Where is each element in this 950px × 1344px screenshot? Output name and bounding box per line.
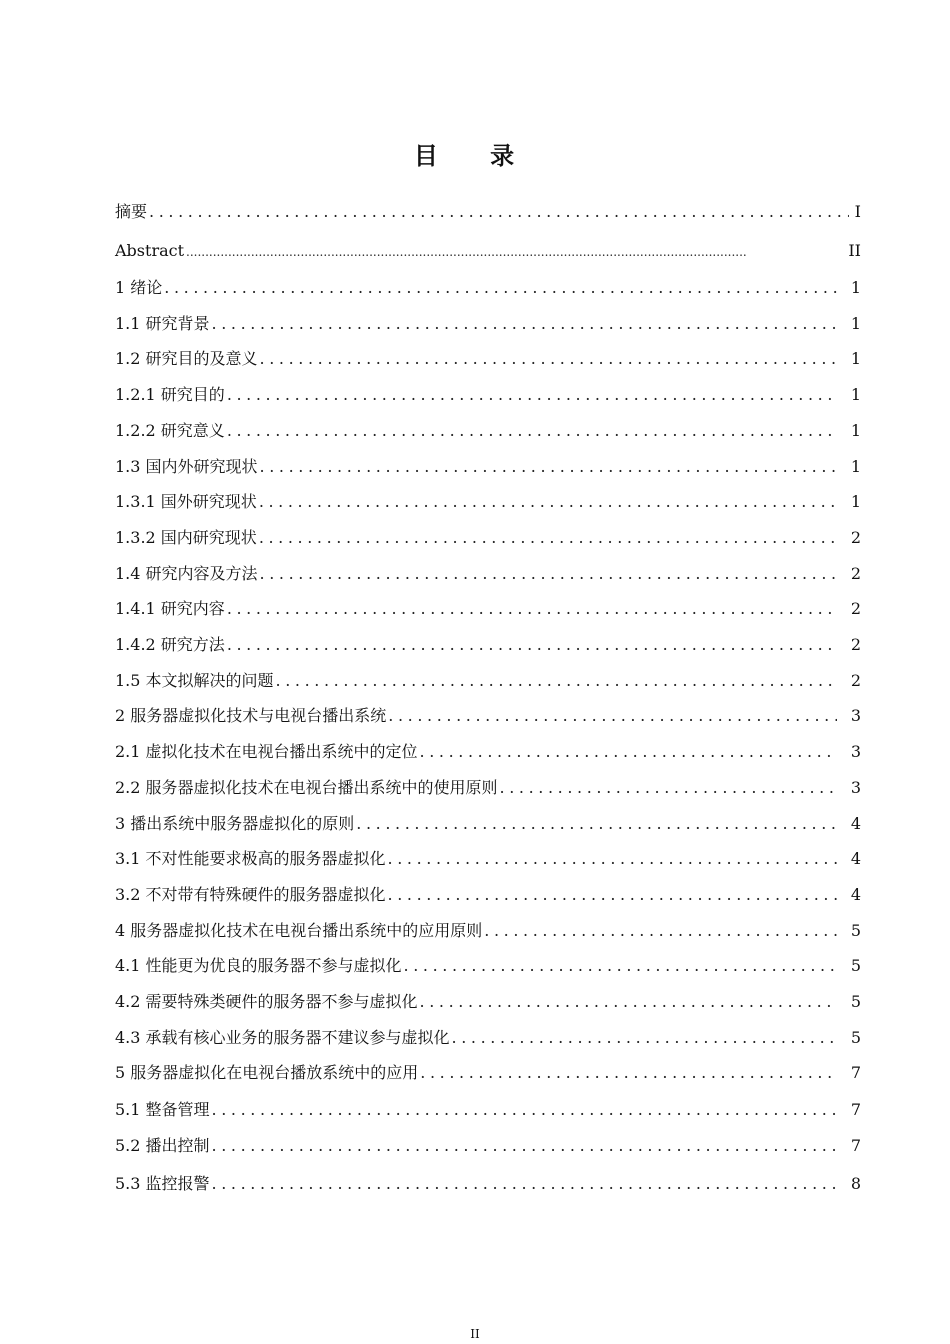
toc-entry-page: 5 bbox=[850, 1028, 861, 1047]
toc-entry[interactable] bbox=[115, 597, 861, 621]
dot-leader bbox=[276, 669, 837, 693]
dot-leader bbox=[212, 1098, 837, 1122]
toc-entry[interactable] bbox=[115, 239, 861, 263]
dot-leader bbox=[388, 883, 837, 907]
toc-entry-title: 4.2 需要特殊类硬件的服务器不参与虚拟化 bbox=[115, 992, 418, 1011]
toc-entry-title: 1.3.2 国内研究现状 bbox=[115, 528, 257, 547]
toc-entry[interactable] bbox=[115, 562, 861, 586]
toc-entry-title: 1.4.1 研究内容 bbox=[115, 599, 225, 618]
dot-leader bbox=[388, 847, 837, 871]
dot-leader bbox=[259, 526, 837, 550]
dot-leader bbox=[186, 240, 846, 264]
dot-leader bbox=[227, 383, 837, 407]
toc-entry-title: 2.1 虚拟化技术在电视台播出系统中的定位 bbox=[115, 742, 418, 761]
toc-entry-title: 5 服务器虚拟化在电视台播放系统中的应用 bbox=[115, 1063, 419, 1082]
page-title: 目 录 bbox=[413, 142, 537, 171]
toc-entry-title: 2.2 服务器虚拟化技术在电视台播出系统中的使用原则 bbox=[115, 778, 498, 797]
toc-entry-title: 3 播出系统中服务器虚拟化的原则 bbox=[115, 814, 355, 833]
dot-leader bbox=[227, 597, 837, 621]
toc-entry-title: 5.1 整备管理 bbox=[115, 1100, 210, 1119]
toc-entry-page: 3 bbox=[850, 706, 861, 725]
toc-entry-title: 摘要 bbox=[115, 202, 148, 221]
dot-leader bbox=[420, 1061, 837, 1085]
toc-entry-title: 1 绪论 bbox=[115, 278, 163, 297]
toc-entry-page: 3 bbox=[850, 742, 861, 761]
toc-entry-page: 1 bbox=[850, 314, 861, 333]
toc-entry-title: 1.3 国内外研究现状 bbox=[115, 457, 258, 476]
dot-leader bbox=[227, 419, 837, 443]
toc-entry[interactable] bbox=[115, 704, 861, 728]
toc-entry[interactable] bbox=[115, 200, 861, 224]
toc-entry-page: 1 bbox=[850, 457, 861, 476]
dot-leader bbox=[212, 1172, 837, 1196]
toc-entry[interactable] bbox=[115, 1172, 861, 1196]
toc-entry[interactable] bbox=[115, 776, 861, 800]
dot-leader bbox=[164, 276, 837, 300]
toc-entry[interactable] bbox=[115, 1098, 861, 1122]
dot-leader bbox=[452, 1026, 837, 1050]
toc-entry-title: 1.5 本文拟解决的问题 bbox=[115, 671, 274, 690]
dot-leader bbox=[227, 633, 837, 657]
toc-entry[interactable] bbox=[115, 347, 861, 371]
toc-entry-title: Abstract bbox=[115, 241, 185, 260]
dot-leader bbox=[259, 490, 837, 514]
toc-entry[interactable] bbox=[115, 633, 861, 657]
toc-entry[interactable] bbox=[115, 455, 861, 479]
toc-entry-page: 7 bbox=[850, 1136, 861, 1155]
toc-entry-page: 5 bbox=[850, 992, 861, 1011]
toc-entry-page: 5 bbox=[850, 956, 861, 975]
toc-entry-title: 1.3.1 国外研究现状 bbox=[115, 492, 257, 511]
toc-entry-title: 1.4.2 研究方法 bbox=[115, 635, 225, 654]
toc-entry-title: 1.2.1 研究目的 bbox=[115, 385, 225, 404]
toc-entry-page: 8 bbox=[850, 1174, 861, 1193]
toc-entry-title: 1.4 研究内容及方法 bbox=[115, 564, 258, 583]
toc-entry[interactable] bbox=[115, 1134, 861, 1158]
dot-leader bbox=[212, 1134, 837, 1158]
toc-entry-title: 1.2.2 研究意义 bbox=[115, 421, 225, 440]
toc-entry-page: II bbox=[848, 241, 861, 260]
toc-entry-page: 1 bbox=[850, 278, 861, 297]
toc-entry[interactable] bbox=[115, 490, 861, 514]
toc-entry[interactable] bbox=[115, 812, 861, 836]
toc-entry-title: 4.3 承载有核心业务的服务器不建议参与虚拟化 bbox=[115, 1028, 450, 1047]
dot-leader bbox=[420, 740, 837, 764]
toc-entry[interactable] bbox=[115, 740, 861, 764]
toc-entry-page: 4 bbox=[850, 814, 861, 833]
footer-page-number: II bbox=[470, 1327, 480, 1341]
toc-entry-page: 4 bbox=[850, 849, 861, 868]
toc-entry-page: 1 bbox=[850, 421, 861, 440]
toc-entry-page: 2 bbox=[850, 599, 861, 618]
toc-entry[interactable] bbox=[115, 669, 861, 693]
toc-entry-title: 5.2 播出控制 bbox=[115, 1136, 210, 1155]
toc-entry[interactable] bbox=[115, 526, 861, 550]
toc-entry-page: 7 bbox=[850, 1063, 861, 1082]
toc-entry-page: I bbox=[854, 202, 861, 221]
toc-entry-page: 5 bbox=[850, 921, 861, 940]
toc-entry[interactable] bbox=[115, 312, 861, 336]
toc-entry-page: 2 bbox=[850, 564, 861, 583]
toc-entry[interactable] bbox=[115, 954, 861, 978]
toc-entry-page: 3 bbox=[850, 778, 861, 797]
toc-entry[interactable] bbox=[115, 419, 861, 443]
dot-leader bbox=[260, 562, 837, 586]
dot-leader bbox=[260, 347, 837, 371]
dot-leader bbox=[404, 954, 837, 978]
toc-entry-title: 3.2 不对带有特殊硬件的服务器虚拟化 bbox=[115, 885, 386, 904]
toc-entry[interactable] bbox=[115, 383, 861, 407]
dot-leader bbox=[149, 200, 849, 224]
toc-entry-page: 1 bbox=[850, 492, 861, 511]
toc-entry[interactable] bbox=[115, 919, 861, 943]
toc-entry-title: 4 服务器虚拟化技术在电视台播出系统中的应用原则 bbox=[115, 921, 483, 940]
toc-entry[interactable] bbox=[115, 276, 861, 300]
dot-leader bbox=[356, 812, 837, 836]
toc-entry-page: 2 bbox=[850, 528, 861, 547]
toc-entry-page: 2 bbox=[850, 671, 861, 690]
toc-entry-page: 1 bbox=[850, 349, 861, 368]
toc-entry[interactable] bbox=[115, 883, 861, 907]
toc-entry[interactable] bbox=[115, 847, 861, 871]
dot-leader bbox=[260, 455, 837, 479]
dot-leader bbox=[388, 704, 837, 728]
dot-leader bbox=[212, 312, 837, 336]
toc-entry[interactable] bbox=[115, 1026, 861, 1050]
toc-entry-page: 1 bbox=[850, 385, 861, 404]
dot-leader bbox=[420, 990, 837, 1014]
toc-entry[interactable] bbox=[115, 1061, 861, 1085]
toc-entry-page: 7 bbox=[850, 1100, 861, 1119]
toc-entry-title: 1.2 研究目的及意义 bbox=[115, 349, 258, 368]
toc-entry-page: 4 bbox=[850, 885, 861, 904]
toc-entry-page: 2 bbox=[850, 635, 861, 654]
toc-entry[interactable] bbox=[115, 990, 861, 1014]
toc-entry-title: 5.3 监控报警 bbox=[115, 1174, 210, 1193]
toc-entry-title: 1.1 研究背景 bbox=[115, 314, 210, 333]
dot-leader bbox=[500, 776, 837, 800]
toc-entry-title: 2 服务器虚拟化技术与电视台播出系统 bbox=[115, 706, 387, 725]
toc-entry-title: 3.1 不对性能要求极高的服务器虚拟化 bbox=[115, 849, 386, 868]
dot-leader bbox=[484, 919, 837, 943]
toc-entry-title: 4.1 性能更为优良的服务器不参与虚拟化 bbox=[115, 956, 402, 975]
